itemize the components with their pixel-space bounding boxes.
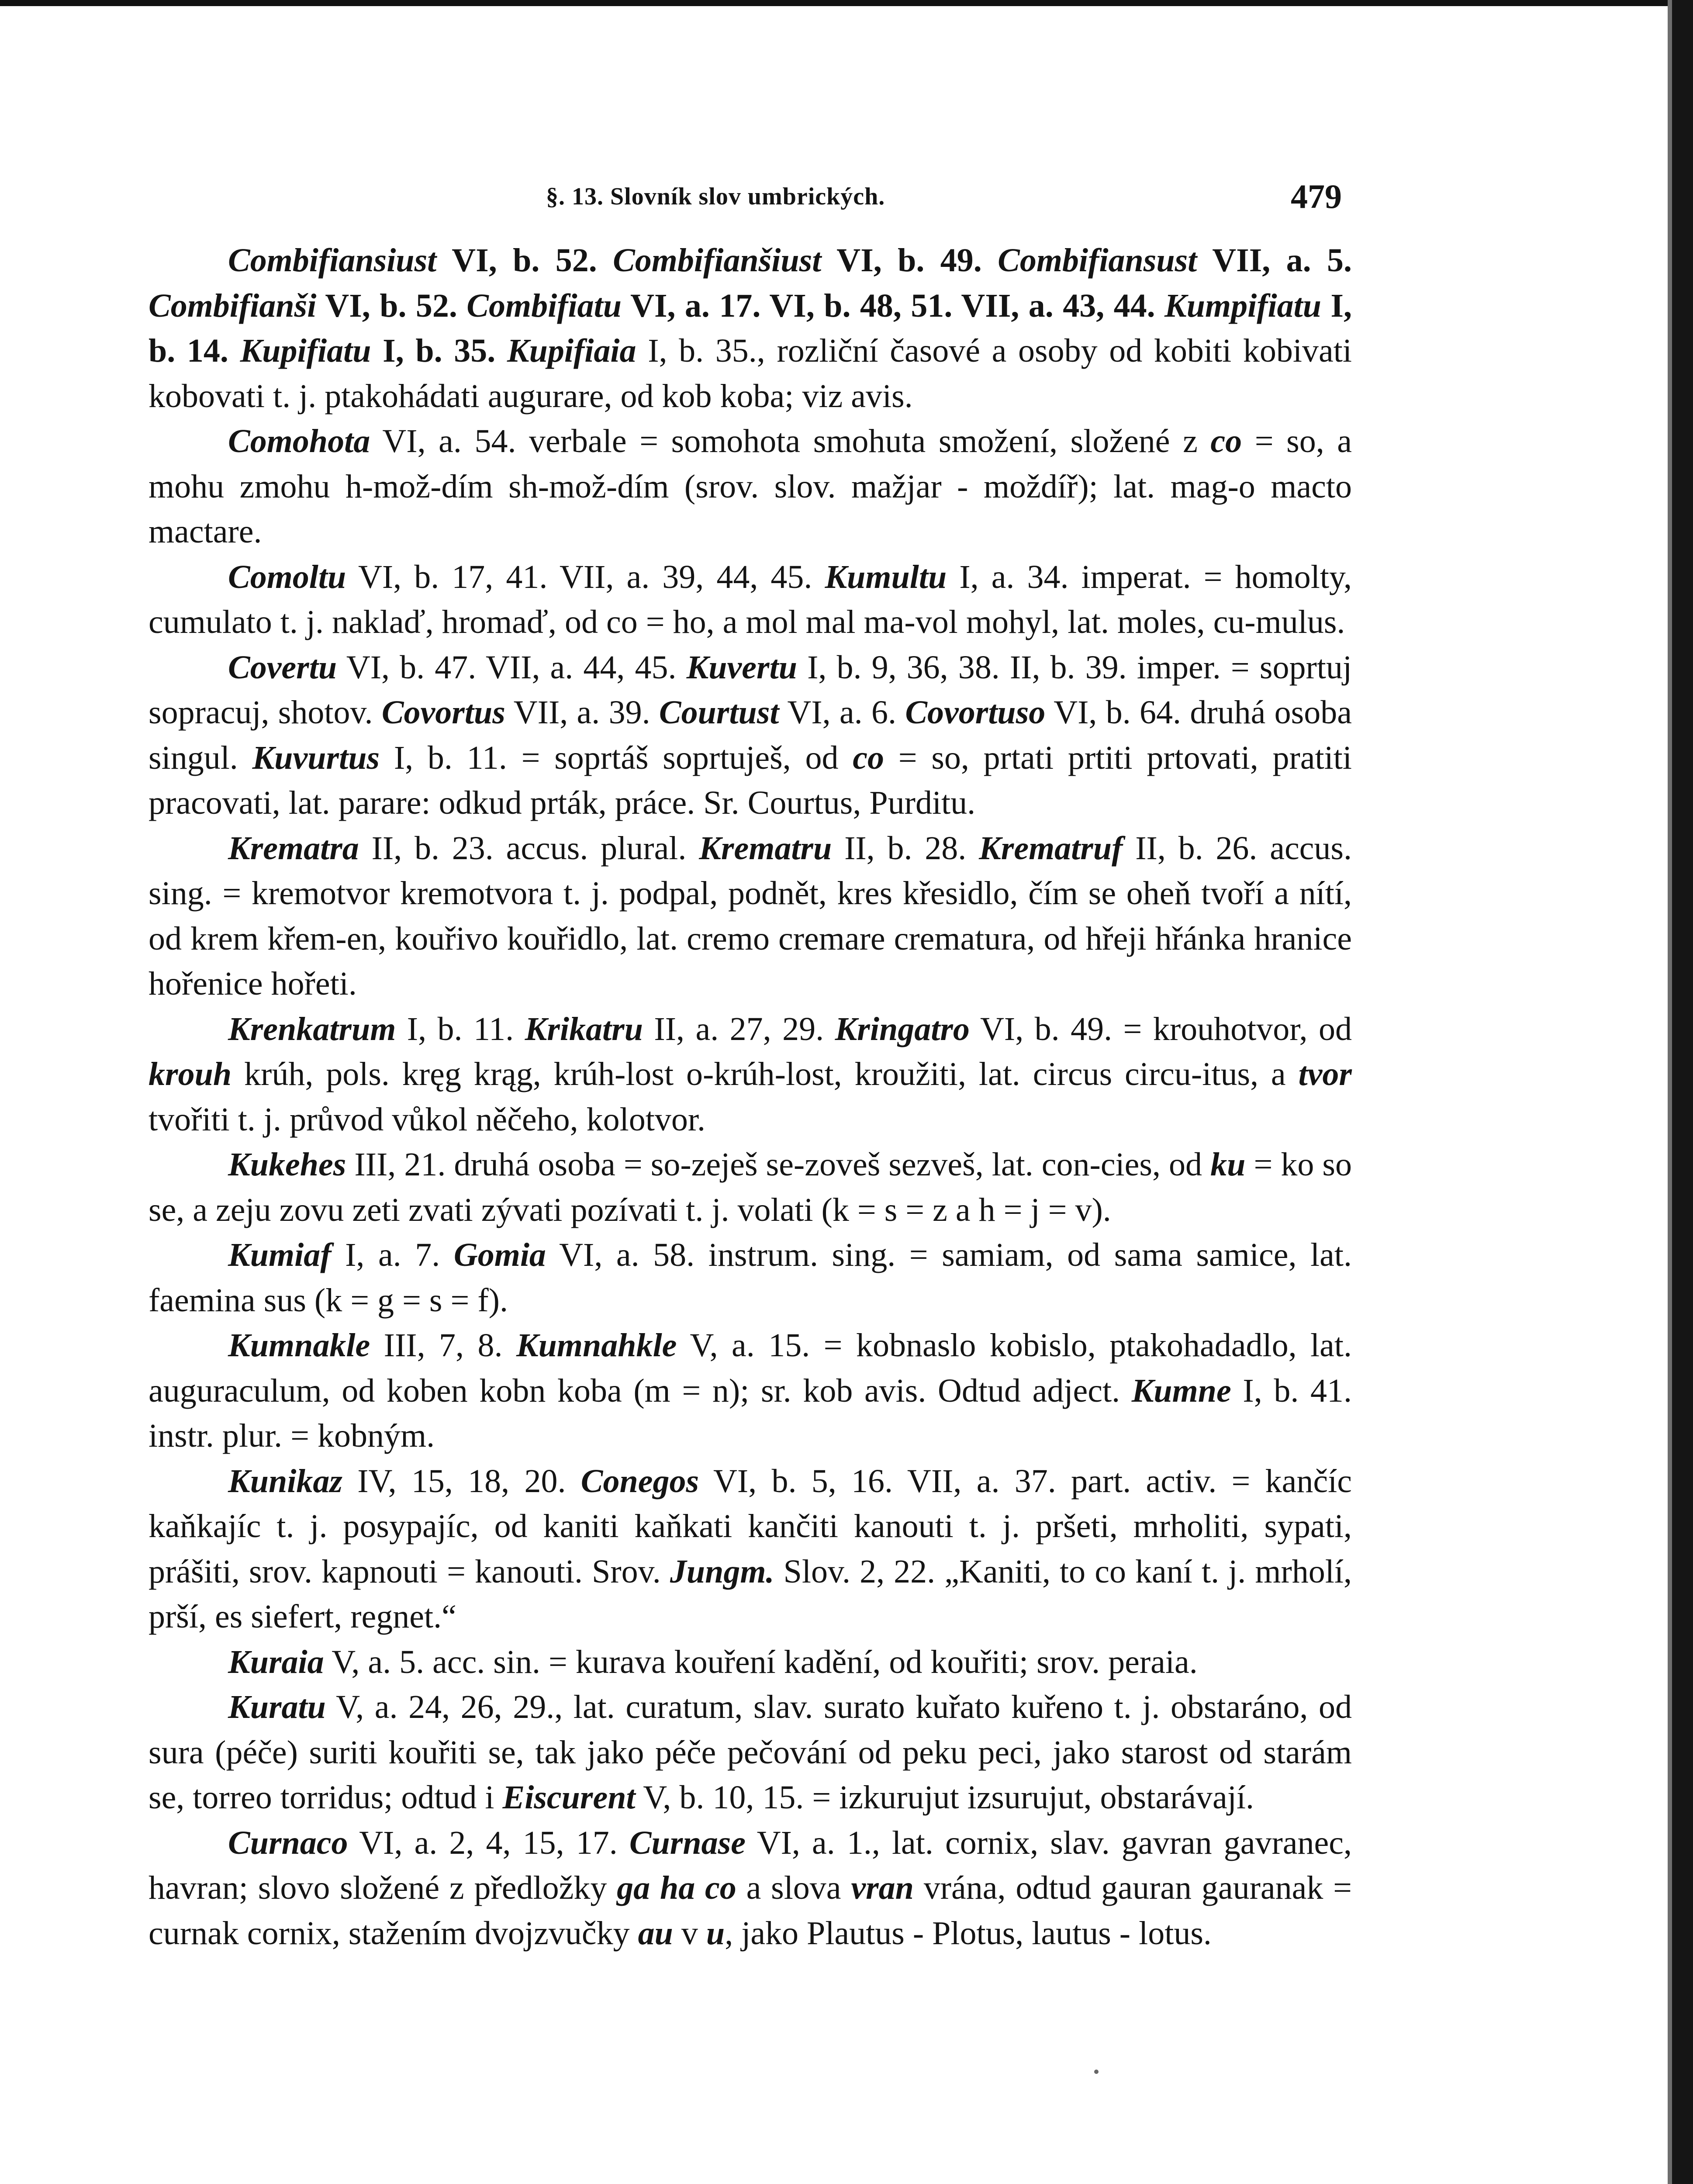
paper-speck <box>1094 2070 1099 2074</box>
headword: Covertu <box>228 649 337 686</box>
headword: Comohota <box>228 423 370 460</box>
entry-combifiansiust: Combifiansiust VI, b. 52. Combifianšiust VI, b. 49. Combifiansust VII, a. 5. Combifianši VI, b. 52. Combifiatu VI, a. 17. VI, b. 48, 51. VII, a. 43, 44. Kumpifiatu I, b. 14. Kupifiatu I, b. 35. Kupifiaia I, b. 35., rozliční časové a osoby od kobiti kobivati kobovati t. j. ptakohádati augurare, od kob koba; viz avis. <box>149 242 1352 415</box>
page-number: 479 <box>1291 177 1342 215</box>
entry-kukehes: Kukehes III, 21. druhá osoba = so-zeješ se-zoveš sezveš, lat. con-cies, od ku = ko so se, a zeju zovu zeti zvati zývati pozívati t. j. volati (k = s = z a h = j = v). <box>149 1146 1352 1228</box>
entry-krematra: Krematra II, b. 23. accus. plural. Krematru II, b. 28. Krematruf II, b. 26. accus. sing. = kremotvor kremotvora t. j. podpal, podnět, kres křesidlo, čím se oheň tvoří a nítí, od krem křem-en, kouřivo kouřidlo, lat. cremo cremare crematura, od hřeji hřánka hranice hořenice hořeti. <box>149 829 1352 1002</box>
headword: Kunikaz <box>228 1462 342 1500</box>
headword: Kuraia <box>228 1643 324 1680</box>
running-head: §. 13. Slovník slov umbrických. <box>546 183 885 210</box>
headword: Comoltu <box>228 558 346 595</box>
entry-kuraia: Kuraia V, a. 5. acc. sin. = kurava kouření kadění, od kouřiti; srov. peraia. <box>228 1643 1198 1680</box>
entry-kunikaz: Kunikaz IV, 15, 18, 20. Conegos VI, b. 5, 16. VII, a. 37. part. activ. = kančíc kaňkajíc t. j. posypajíc, od kaniti kaňkati kančiti kanouti t. j. pršeti, mrholiti, sypati, prášiti, srov. kapnouti = kanouti. Srov. Jungm. Slov. 2, 22. „Kaniti, to co kaní t. j. mrholí, prší, es siefert, regnet.“ <box>149 1462 1352 1635</box>
headword: Kukehes <box>228 1146 346 1183</box>
entry-covertu: Covertu VI, b. 47. VII, a. 44, 45. Kuvertu I, b. 9, 36, 38. II, b. 39. imper. = soprtuj sopracuj, shotov. Covortus VII, a. 39. Courtust VI, a. 6. Covortuso VI, b. 64. druhá osoba singul. Kuvurtus I, b. 11. = soprtáš soprtuješ, od co = so, prtati prtiti prtovati, pratiti pracovati, lat. parare: odkud prták, práce. Sr. Courtus, Purditu. <box>149 649 1352 821</box>
headword: Curnaco <box>228 1824 348 1861</box>
entry-kumiaf: Kumiaf I, a. 7. Gomia VI, a. 58. instrum. sing. = samiam, od sama samice, lat. faemina sus (k = g = s = f). <box>149 1237 1352 1319</box>
entry-kumnakle: Kumnakle III, 7, 8. Kumnahkle V, a. 15. = kobnaslo kobislo, ptakohadadlo, lat. auguraculum, od koben kobn koba (m = n); sr. kob avis. Odtud adject. Kumne I, b. 41. instr. plur. = kobným. <box>149 1327 1352 1454</box>
entry-comoltu: Comoltu VI, b. 17, 41. VII, a. 39, 44, 45. Kumultu I, a. 34. imperat. = homolty, cumulato t. j. naklaď, hromaď, od co = ho, a mol mal ma-vol mohyl, lat. moles, cu-mulus. <box>149 558 1352 640</box>
headword: Combifiansiust <box>228 242 437 279</box>
entry-krenkatrum: Krenkatrum I, b. 11. Krikatru II, a. 27, 29. Kringatro VI, b. 49. = krouhotvor, od krouh krúh, pols. kręg krąg, krúh-lost o-krúh-lost, kroužiti, lat. circus circu-itus, a tvor tvořiti t. j. průvod vůkol něčeho, kolotvor. <box>149 1010 1352 1138</box>
headword: Krenkatrum <box>228 1010 396 1047</box>
headword: Krematra <box>228 829 359 867</box>
entry-kuratu: Kuratu V, a. 24, 26, 29., lat. curatum, slav. surato kuřato kuřeno t. j. obstaráno, od sura (péče) suriti kouřiti se, tak jako péče pečování od peku peci, jako starost od starám se, torreo torridus; odtud i Eiscurent V, b. 10, 15. = izkurujut izsurujut, obstarávají. <box>149 1689 1352 1816</box>
headword: Kuratu <box>228 1689 326 1725</box>
entry-comohota: Comohota VI, a. 54. verbale = somohota smohuta smožení, složené z co = so, a mohu zmohu h-mož-dím sh-mož-dím (srov. slov. mažjar - moždíř); lat. mag-o macto mactare. <box>149 423 1352 550</box>
entry-curnaco: Curnaco VI, a. 2, 4, 15, 17. Curnase VI, a. 1., lat. cornix, slav. gavran gavranec, havran; slovo složené z předložky ga ha co a slova vran vrána, odtud gauran gauranak = curnak cornix, stažením dvojzvučky au v u, jako Plautus - Plotus, lautus - lotus. <box>149 1824 1352 1952</box>
headword: Kumnakle <box>228 1327 370 1364</box>
headword: Kumiaf <box>228 1237 332 1273</box>
page-body <box>149 238 1352 1956</box>
